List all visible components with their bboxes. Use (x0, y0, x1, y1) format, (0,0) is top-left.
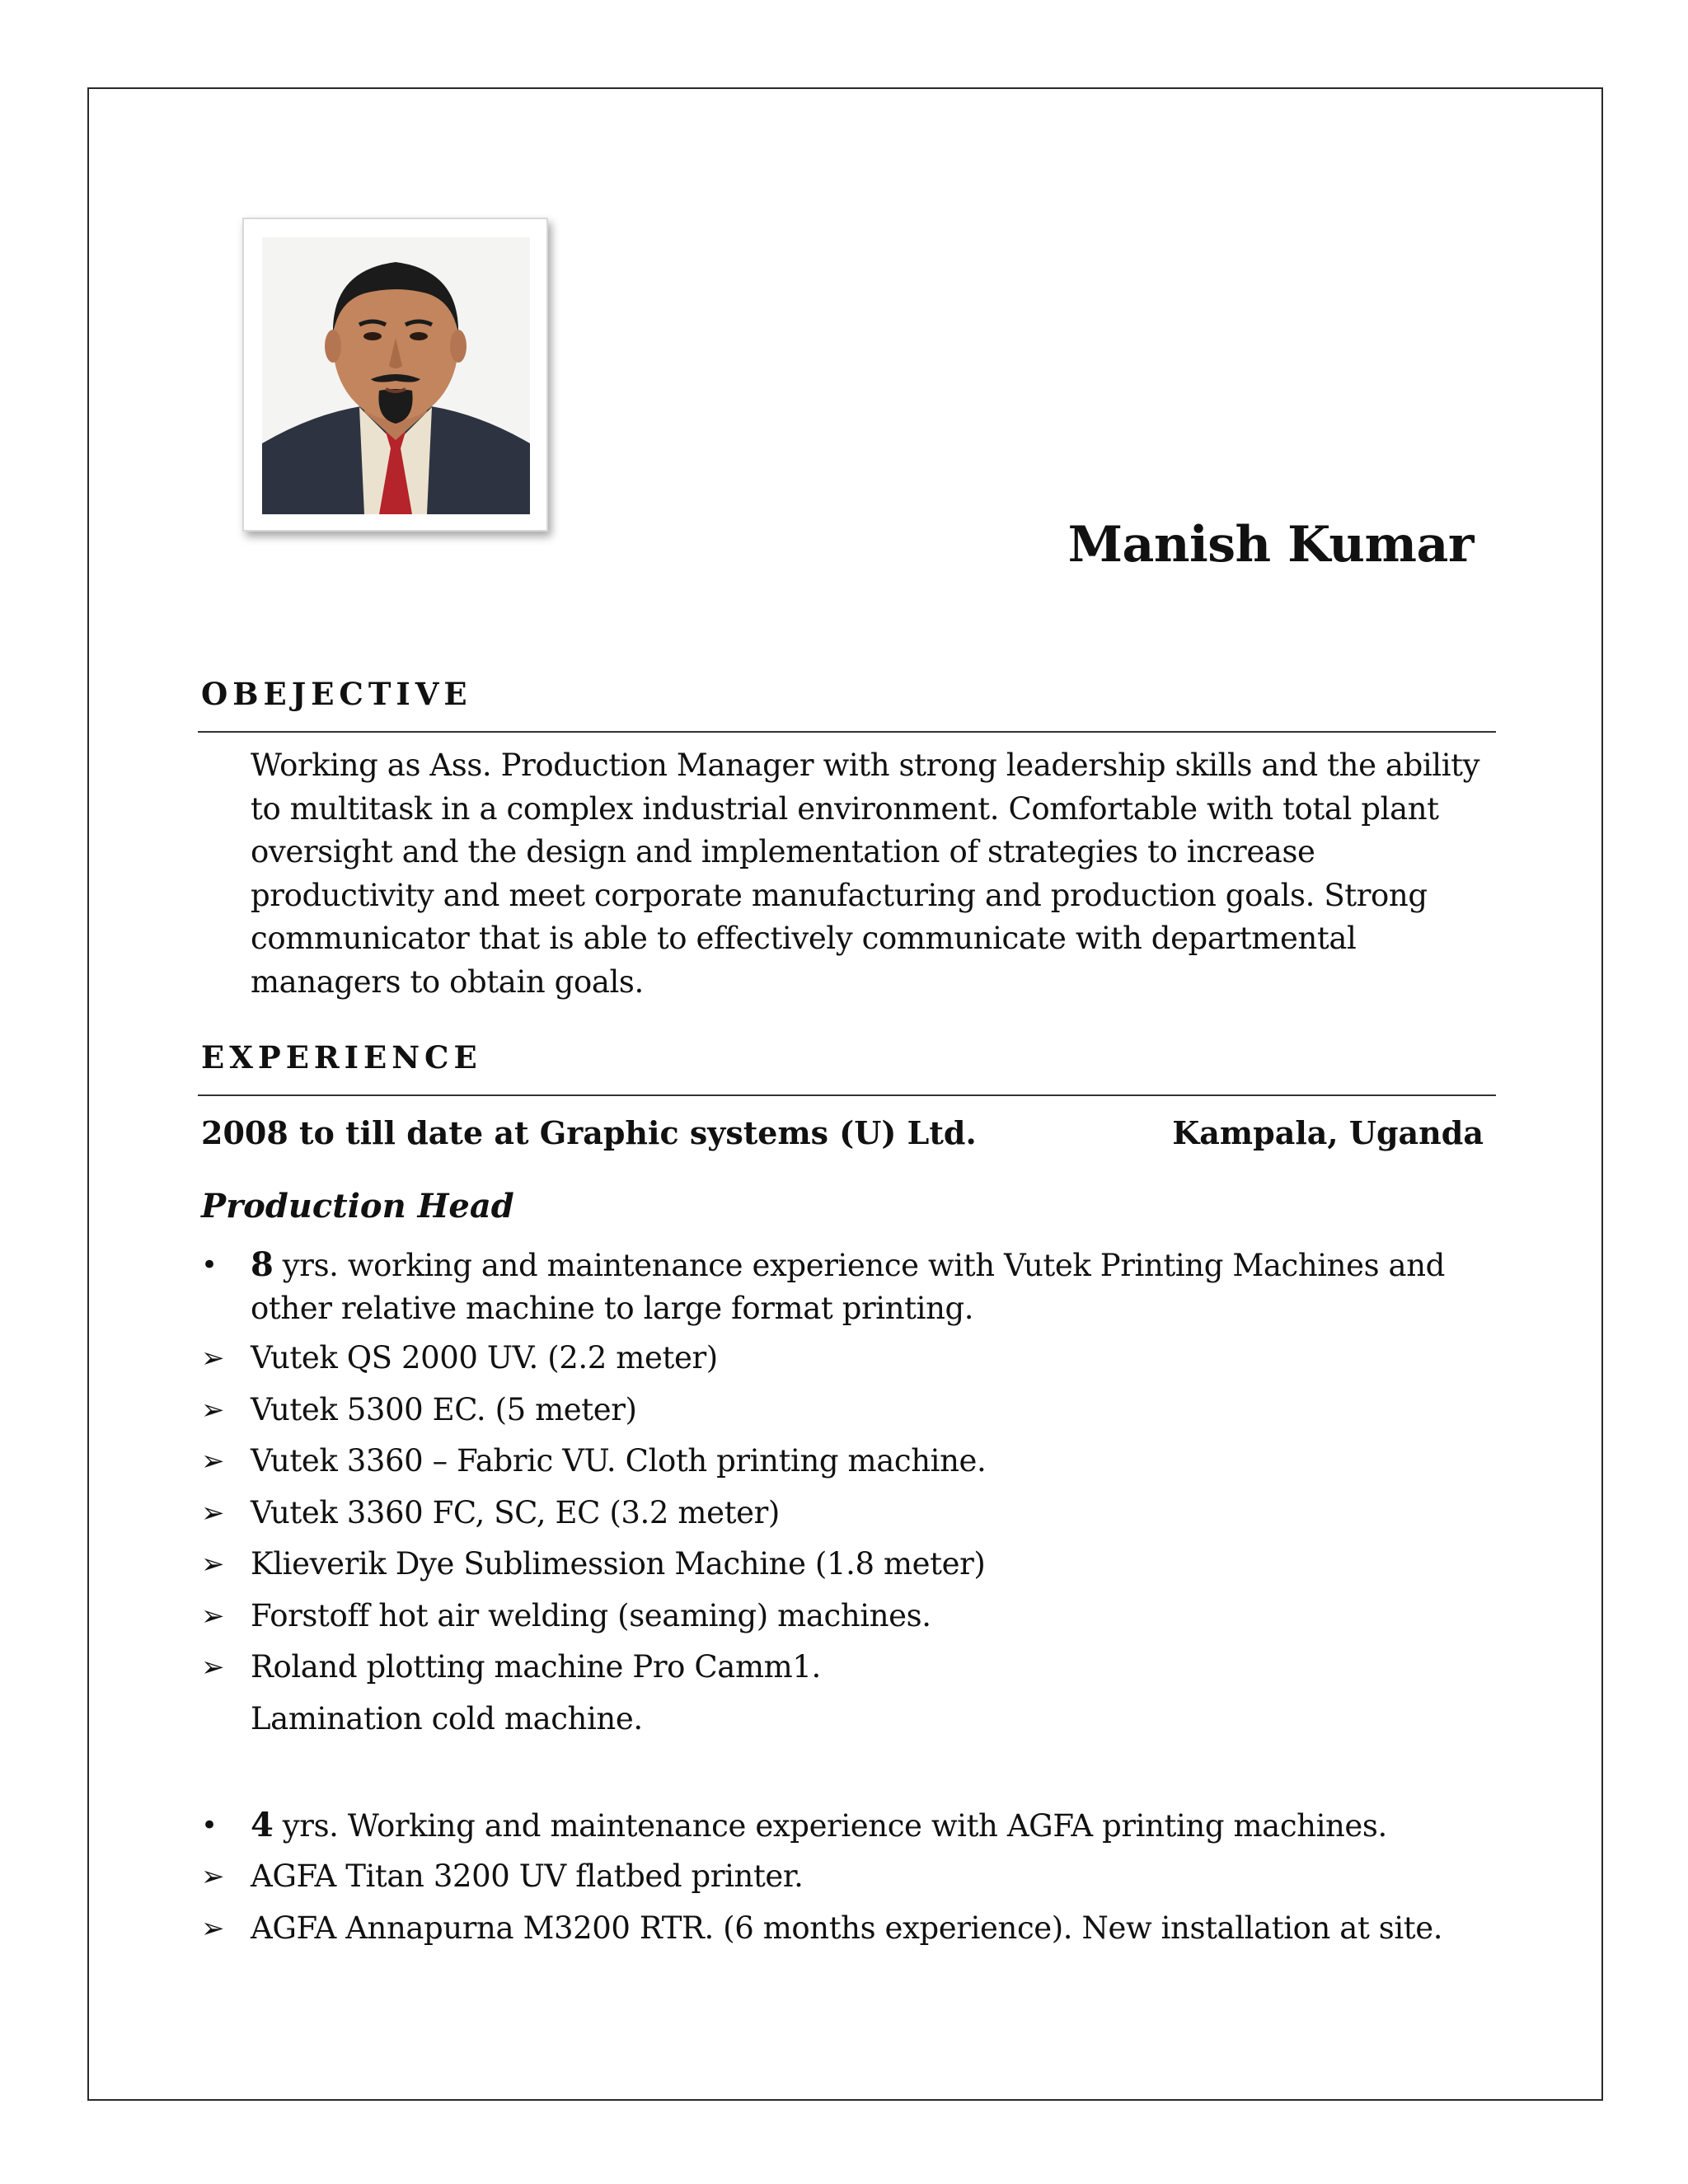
machine-text: Vutek 3360 – Fabric VU. Cloth printing machine. (251, 1443, 987, 1479)
arrow-bullet-icon: ➢ (201, 1600, 225, 1633)
machine-text: Vutek 5300 EC. (5 meter) (251, 1392, 637, 1427)
machine-item (201, 1907, 1512, 1950)
objective-heading: OBEJECTIVE (201, 676, 472, 712)
arrow-bullet-icon: ➢ (201, 1394, 225, 1427)
years-count: 4 (251, 1806, 274, 1844)
machine-item (201, 1440, 1512, 1483)
experience-divider (198, 1094, 1496, 1096)
arrow-bullet-icon: ➢ (201, 1860, 225, 1893)
machine-item (201, 1492, 1512, 1535)
machine-item (201, 1389, 1512, 1432)
machine-text: Forstoff hot air welding (seaming) machines. (251, 1598, 931, 1633)
candidate-name: Manish Kumar (1067, 516, 1474, 574)
experience-heading: EXPERIENCE (201, 1039, 482, 1076)
objective-divider (198, 731, 1496, 733)
arrow-bullet-icon: ➢ (201, 1497, 225, 1530)
bullet-icon: • (201, 1809, 218, 1842)
job-location: Kampala, Uganda (1172, 1114, 1484, 1151)
machine-item (201, 1646, 1512, 1689)
arrow-bullet-icon: ➢ (201, 1445, 225, 1478)
job-period-company: 2008 to till date at Graphic systems (U) Ltd. (201, 1114, 977, 1151)
machine-item-extra (201, 1698, 1512, 1741)
bullet-text: yrs. Working and maintenance experience with AGFA printing machines. (273, 1808, 1387, 1844)
profile-photo (242, 218, 548, 532)
machine-text: AGFA Titan 3200 UV flatbed printer. (251, 1858, 804, 1894)
machine-item (201, 1595, 1512, 1638)
machine-item (201, 1543, 1512, 1586)
arrow-bullet-icon: ➢ (201, 1342, 225, 1375)
bullet-text: yrs. working and maintenance experience with Vutek Printing Machines and other relative machine to large format printing. (251, 1248, 1445, 1326)
experience-bullet-agfa (201, 1804, 1512, 1848)
machine-text: Lamination cold machine. (251, 1701, 643, 1736)
machine-text: AGFA Annapurna M3200 RTR. (6 months experience). New installation at site. (251, 1910, 1443, 1946)
job-role: Production Head (201, 1187, 514, 1226)
bullet-icon: • (201, 1249, 218, 1282)
years-count: 8 (251, 1245, 274, 1284)
arrow-bullet-icon: ➢ (201, 1548, 225, 1581)
objective-text: Working as Ass. Production Manager with strong leadership skills and the ability to multitask in a complex industrial environment. Comfortable with total plant oversight and the design and implementation of strategies to increase productivity and meet corporate manufacturing and production goals. Strong communicator that is able to effectively communicate with departmental managers to obtain goals. (251, 748, 1480, 1000)
machine-text: Vutek QS 2000 UV. (2.2 meter) (251, 1340, 718, 1376)
job-header (201, 1114, 1484, 1151)
machine-item (201, 1337, 1512, 1380)
machine-item (201, 1855, 1512, 1898)
machine-text: Klieverik Dye Sublimession Machine (1.8 meter) (251, 1546, 986, 1582)
arrow-bullet-icon: ➢ (201, 1651, 225, 1684)
machine-text: Roland plotting machine Pro Camm1. (251, 1649, 821, 1685)
machine-text: Vutek 3360 FC, SC, EC (3.2 meter) (251, 1495, 780, 1530)
experience-bullet-vutek (201, 1244, 1512, 1330)
arrow-bullet-icon: ➢ (201, 1912, 225, 1945)
portrait-image (262, 237, 530, 514)
